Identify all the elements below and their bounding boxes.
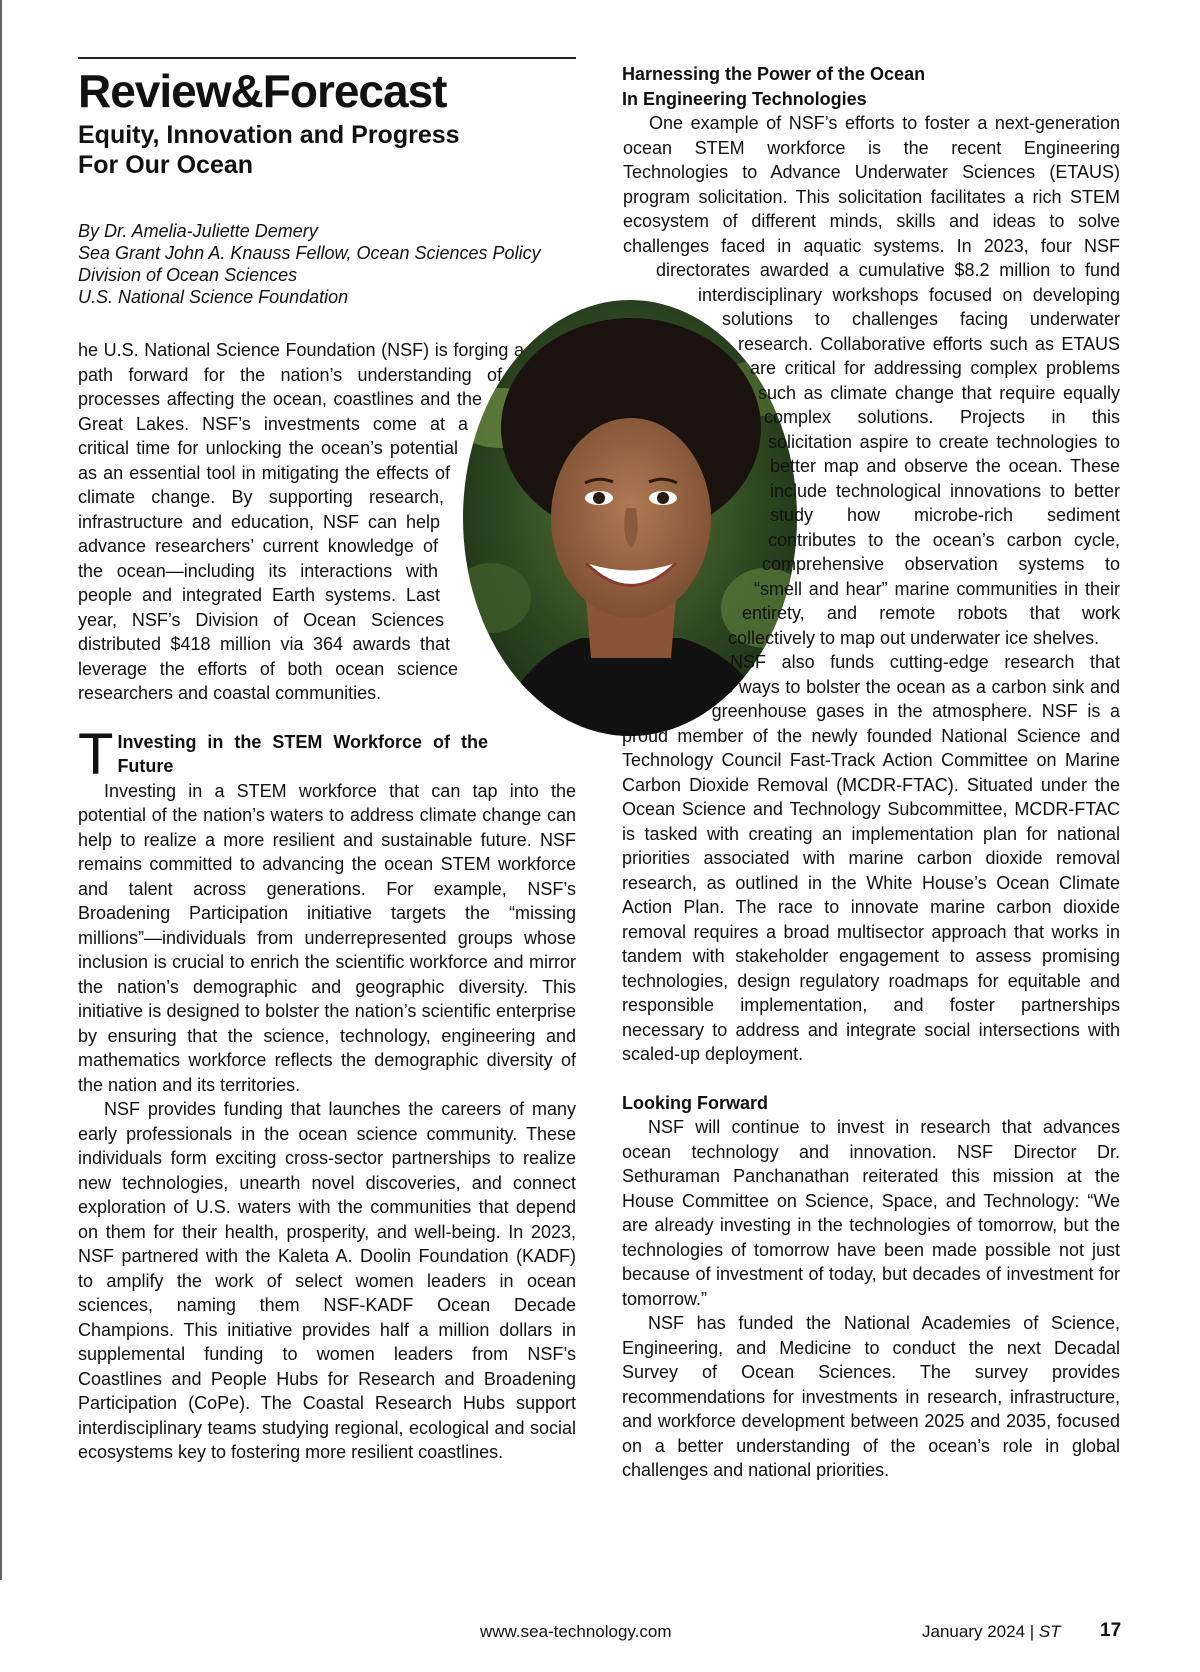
byline-division: Division of Ocean Sciences [78,265,298,285]
byline-org: U.S. National Science Foundation [78,287,349,307]
intro-text: he U.S. National Science Foundation (NSF) is forging a path forward for the nation’s understanding of processes affecting the ocean, coastlines and the Great Lakes. NSF’s investments come at a critical time for unlocking the ocean’s potential as an essential tool in mitigating the effects of climate change. By supporting research, infrastructure and education, NSF can help advance researchers’ current knowledge of the ocean—including its interactions with people and integrated Earth systems. Last year, NSF’s Division of Ocean Sciences distributed $418 million via 364 awards that leverage the efforts of both ocean science researchers and coastal communities. [78,340,524,703]
left-column [78,62,576,1465]
footer-issue [922,1622,1061,1642]
byline-author: By Dr. Amelia-Juliette Demery [78,221,318,241]
subtitle-line-1: Equity, Innovation and Progress [78,121,460,149]
drop-cap: T [78,722,114,787]
page-edge-line [0,0,2,1580]
footer-url: www.sea-technology.com [480,1622,672,1641]
right-column [622,62,1120,1483]
heading-looking-forward: Looking Forward [622,1092,768,1113]
byline [78,220,576,308]
forward-paragraph-2: NSF has funded the National Academies of Science, Engineering, and Medicine to conduct the next Decadal Survey of Ocean Sciences. The survey provides recommendations for investments in research, infrastructure, and workforce development between 2025 and 2035, focused on a better understanding of the ocean’s role in global challenges and national priorities. [622,1313,1120,1480]
heading-stem-workforce: Investing in the STEM Workforce of the Future [117,731,488,776]
byline-role: Sea Grant John A. Knauss Fellow, Ocean Sciences Policy [78,243,541,263]
forward-paragraph-1: NSF will continue to invest in research that advances ocean technology and innovation. NSF Director Dr. Sethuraman Panchanathan reiterated this mission at the House Committee on Science, Space, and Technology: “We are already investing in the technologies of tomorrow, but the technologies of tomorrow have been made possible not just because of investment of today, but decades of investment for tomorrow.” [622,1117,1120,1309]
harnessing-paragraph-1: One example of NSF’s efforts to foster a next-generation ocean STEM workforce is the recent Engineering Technologies to Advance Underwater Sciences (ETAUS) program solicitation. This solicitation facilitates a rich STEM ecosystem of different minds, skills and ideas to solve challenges faced in aquatic systems. In 2023, four NSF directorates awarded a cumulative $8.2 million to fund interdisciplinary workshops focused on developing solutions to challenges facing underwater research. Collaborative efforts such as ETAUS are critical for addressing complex problems such as climate change that require equally complex solutions. Projects in this solicitation aspire to create technologies to better map and observe the ocean. These include technological innovations to better study how microbe-rich sediment contributes to the ocean’s carbon cycle, comprehensive observation systems to “smell and hear” marine communities in their entirety, and remote robots that work collectively to map out underwater ice shelves. [623,113,1120,648]
footer-date: January 2024 | [922,1622,1039,1641]
header-rule [78,57,576,59]
page-number: 17 [1100,1620,1122,1641]
stem-paragraph-1: Investing in a STEM workforce that can tap into the potential of the nation’s waters to address climate change can help to realize a more resilient and sustainable future. NSF remains committed to advancing the ocean STEM workforce and talent across generations. For example, NSF’s Broadening Participation initiative targets the “missing millions”—individuals from underrepresented groups whose inclusion is crucial to enrich the scientific workforce and mirror the nation’s demographic and geographic diversity. This initiative is designed to bolster the nation’s scientific enterprise by ensuring that the science, technology, engineering and mathematics workforce reflects the demographic diversity of the nation and its territories. [78,780,576,1095]
heading-harnessing-line-1: Harnessing the Power of the Ocean [622,64,926,84]
stem-paragraph-2: NSF provides funding that launches the careers of many early professionals in the ocean science community. These individuals form exciting cross-sector partnerships to realize new technologies, unearth novel discoveries, and connect exploration of U.S. waters with the communities that depend on them for their health, prosperity, and well-being. In 2023, NSF partnered with the Kaleta A. Doolin Foundation (KADF) to amplify the work of select women leaders in ocean sciences, naming them NSF-KADF Ocean Decade Champions. This initiative provides half a million dollars in supplemental funding to women leaders from NSF’s Coastlines and People Hubs for Research and Broadening Participation (CoPe). The Coastal Research Hubs support interdisciplinary teams studying regional, ecological and social ecosystems key to fostering more resilient coastlines. [78,1099,576,1462]
subtitle-line-2: For Our Ocean [78,151,254,179]
article-subtitle [78,120,576,180]
footer-magazine: ST [1038,1622,1061,1641]
heading-harnessing-line-2: In Engineering Technologies [622,88,867,109]
masthead: Review&Forecast [78,65,447,117]
harnessing-paragraph-2: NSF also funds cutting-edge research that studies ways to bolster the ocean as a carbon sink and reverse greenhouse gases in the atmosphere. NSF is a proud member of the newly founded National Science and Technology Council Fast-Track Action Committee on Marine Carbon Dioxide Removal (MCDR-FTAC). Situated under the Ocean Science and Technology Subcommittee, MCDR-FTAC is tasked with creating an implementation plan for national priorities associated with marine carbon dioxide removal research, as outlined in the White House’s Ocean Climate Action Plan. The race to innovate marine carbon dioxide removal requires a broad multisector approach that works in tandem with stakeholder engagement to assess promising technologies, design regulatory roadmaps for equitable and responsible implementation, and foster partnerships necessary to address and integrate social intersections with scaled-up deployment. [622,652,1120,1064]
